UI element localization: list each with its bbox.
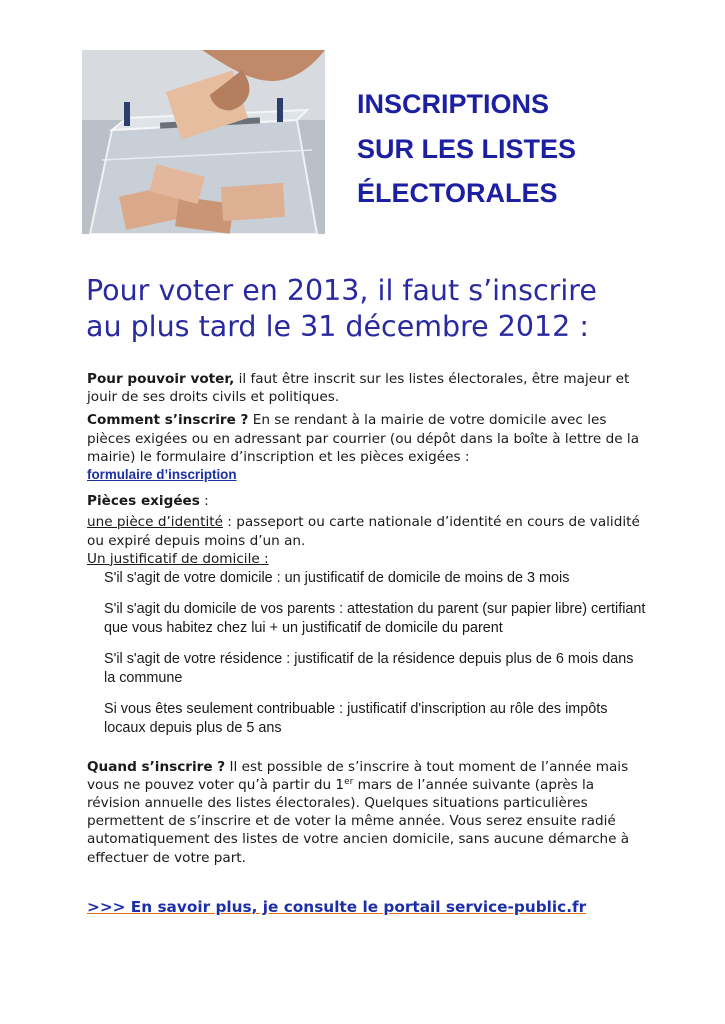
quand-text: Il est possible de s’inscrire à tout moment de l’année mais vous ne pouvez voter qu’à partir du 1: [87, 758, 629, 793]
identite-label: une pièce d’identité: [87, 514, 223, 531]
pouvoir-text: il faut être inscrit sur les listes électorales, être majeur et jouir de ses droits civils et politiques.: [87, 371, 630, 406]
list-item: Si vous êtes seulement contribuable : justificatif d'inscription au rôle des impôts locaux depuis plus de 5 ans: [104, 700, 608, 737]
comment-text: En se rendant à la mairie de votre domicile avec les pièces exigées ou en adressant par courrier (ou dépôt dans la boîte à lettre de la mairie) le formulaire d’inscription et les pièces exigées :: [87, 412, 640, 465]
list-item: S'il s'agit de votre domicile : un justificatif de domicile de moins de 3 mois: [104, 570, 570, 587]
pieces-colon: :: [199, 493, 209, 510]
page-title: [357, 82, 697, 216]
pouvoir-label: Pour pouvoir voter,: [87, 371, 235, 387]
quand-text-continued: mars de l’année suivante (après la révision annuelle des listes électorales). Quelques situations particulières permettent de s’inscrire et de voter la même année. Vous serez ensuite radié automatiquement des listes de votre ancien domicile, sans aucune démarche à effectuer de votre part.: [87, 776, 630, 866]
title-line: INSCRIPTIONS: [357, 89, 550, 119]
quand-label: Quand s’inscrire ?: [87, 758, 226, 775]
quand-superscript: er: [344, 776, 354, 787]
service-public-link[interactable]: >>> En savoir plus, je consulte le portail service-public.fr: [87, 898, 587, 916]
identite-paragraph: [87, 513, 647, 549]
form-link[interactable]: formulaire d’inscription: [87, 467, 237, 483]
list-item: S'il s'agit du domicile de vos parents : attestation du parent (sur papier libre) certifiant que vous habitez chez lui + un justificatif de domicile du parent: [104, 600, 646, 637]
pouvoir-paragraph: [87, 370, 647, 406]
title-line: ÉLECTORALES: [357, 178, 558, 208]
ballot-box-photo: [82, 50, 325, 234]
justificatif-heading: [87, 550, 647, 568]
headline-line: Pour voter en 2013, il faut s’inscrire: [86, 274, 597, 307]
ballot-box-illustration: [82, 50, 325, 234]
pieces-label: Pièces exigées: [87, 493, 200, 510]
comment-paragraph: [87, 411, 647, 466]
form-link-line: [87, 466, 647, 484]
title-line: SUR LES LISTES: [357, 133, 577, 164]
justificatif-label: Un justificatif de domicile :: [87, 550, 269, 567]
justificatif-list: [104, 569, 647, 739]
identite-text: : passeport ou carte nationale d’identité en cours de validité ou expiré depuis moins d’un an.: [87, 514, 640, 549]
list-item: S'il s'agit de votre résidence : justificatif de la résidence depuis plus de 6 mois dans la commune: [104, 650, 634, 687]
headline: [86, 273, 706, 345]
quand-paragraph: [87, 758, 647, 867]
comment-label: Comment s’inscrire ?: [87, 412, 249, 429]
body-text: [87, 370, 647, 867]
pieces-heading: [87, 492, 647, 510]
headline-line: au plus tard le 31 décembre 2012 :: [86, 310, 589, 343]
